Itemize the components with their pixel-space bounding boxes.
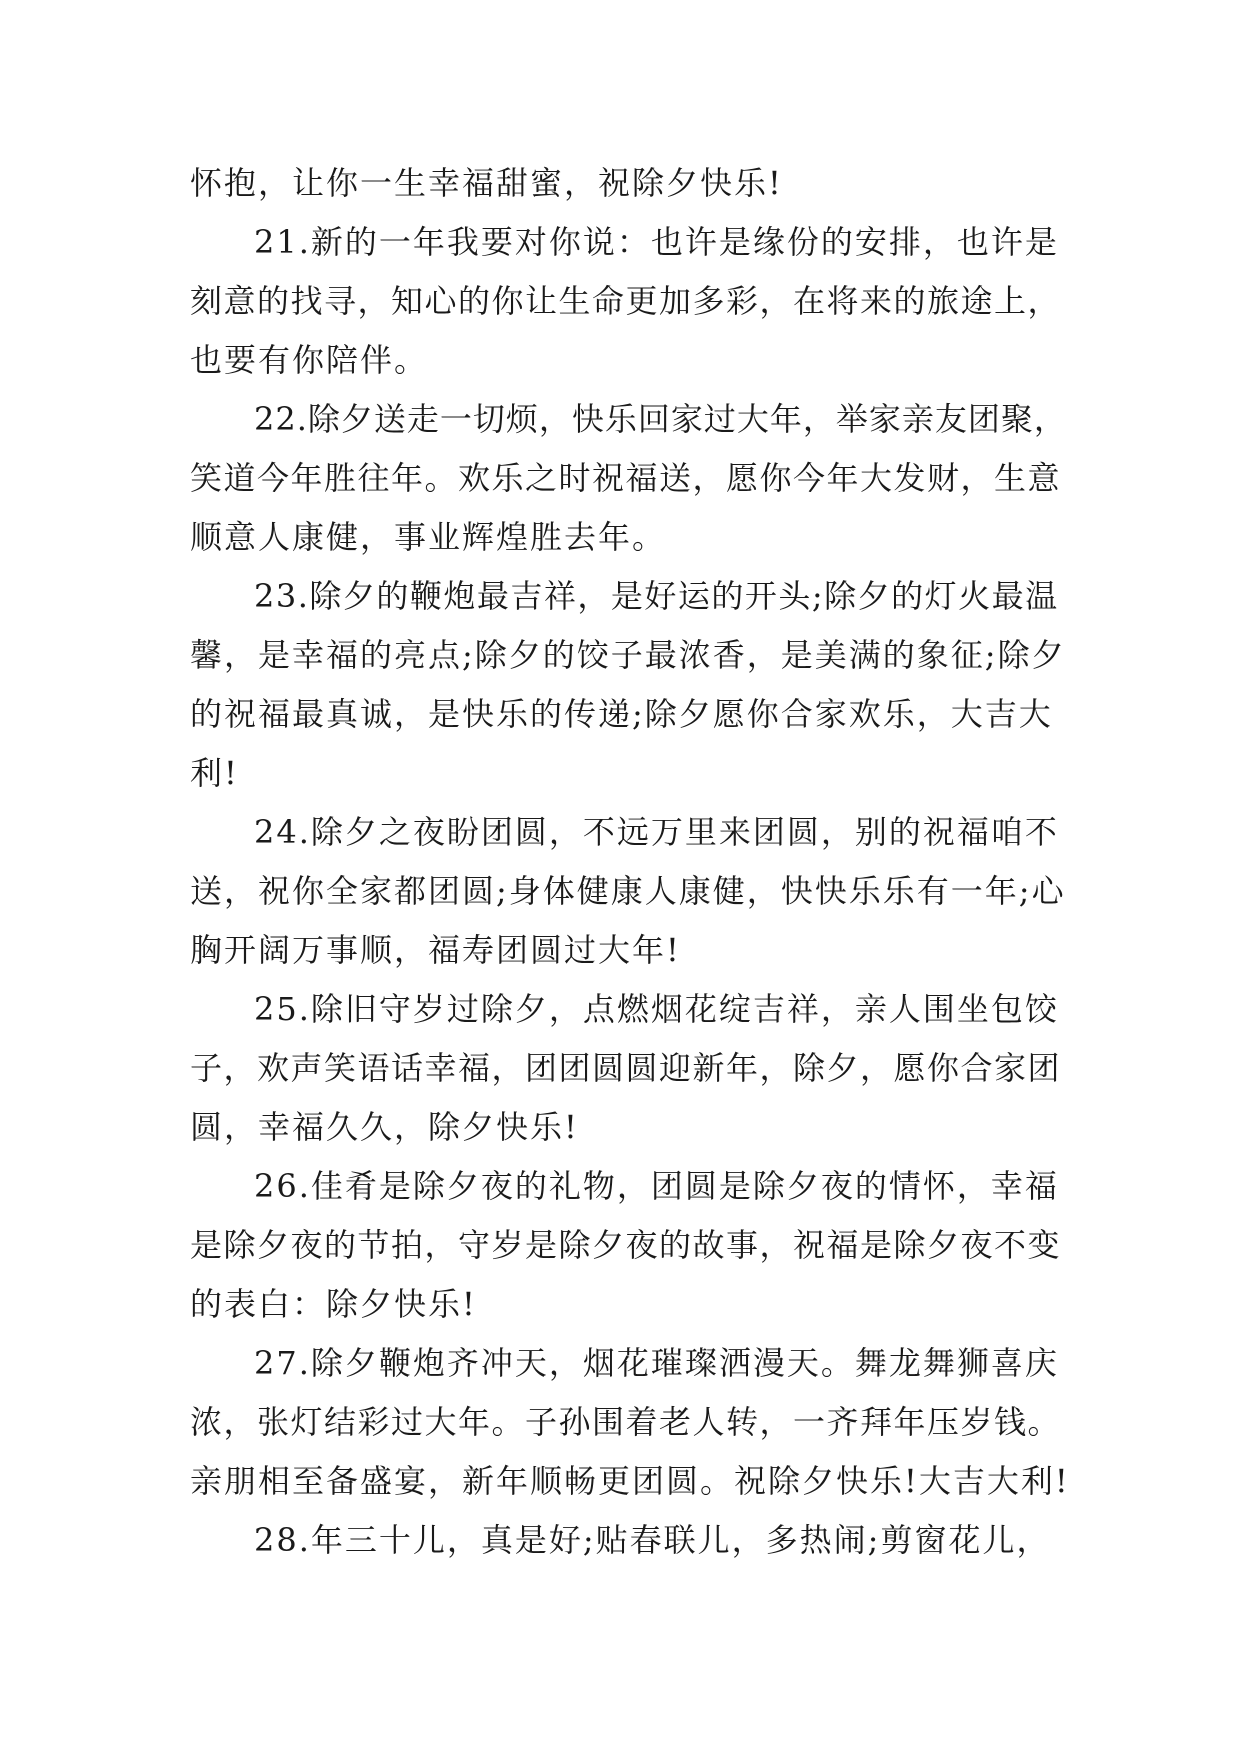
document-body <box>190 154 1070 1570</box>
text-line: 怀抱，让你一生幸福甜蜜，祝除夕快乐! <box>190 164 783 202</box>
text-line: 馨，是幸福的亮点;除夕的饺子最浓香，是美满的象征;除夕 <box>190 636 1066 674</box>
text-line: 亲朋相至备盛宴，新年顺畅更团圆。祝除夕快乐!大吉大利! <box>190 1462 1070 1500</box>
text-line: 的表白：除夕快乐! <box>190 1285 477 1323</box>
text-line: 25.除旧守岁过除夕，点燃烟花绽吉祥，亲人围坐包饺 <box>254 990 1059 1028</box>
text-line: 也要有你陪伴。 <box>190 341 429 379</box>
text-line: 笑道今年胜往年。欢乐之时祝福送，愿你今年大发财，生意 <box>190 459 1062 497</box>
text-line: 利! <box>190 754 239 792</box>
text-line: 24.除夕之夜盼团圆，不远万里来团圆，别的祝福咱不 <box>254 813 1059 851</box>
text-line: 圆，幸福久久，除夕快乐! <box>190 1108 579 1146</box>
text-line: 27.除夕鞭炮齐冲天，烟花璀璨洒漫天。舞龙舞狮喜庆 <box>254 1344 1059 1382</box>
text-line: 胸开阔万事顺，福寿团圆过大年! <box>190 931 681 969</box>
text-line: 浓，张灯结彩过大年。子孙围着老人转，一齐拜年压岁钱。 <box>190 1403 1062 1441</box>
text-line: 刻意的找寻，知心的你让生命更加多彩，在将来的旅途上， <box>190 282 1062 320</box>
text-line: 22.除夕送走一切烦，快乐回家过大年，举家亲友团聚， <box>254 400 1067 438</box>
text-line: 21.新的一年我要对你说：也许是缘份的安排，也许是 <box>254 223 1059 261</box>
text-line: 26.佳肴是除夕夜的礼物，团圆是除夕夜的情怀，幸福 <box>254 1167 1059 1205</box>
text-line: 23.除夕的鞭炮最吉祥，是好运的开头;除夕的灯火最温 <box>254 577 1059 615</box>
text-line: 子，欢声笑语话幸福，团团圆圆迎新年，除夕，愿你合家团 <box>190 1049 1062 1087</box>
text-line: 是除夕夜的节拍，守岁是除夕夜的故事，祝福是除夕夜不变 <box>190 1226 1062 1264</box>
text-line: 28.年三十儿，真是好;贴春联儿，多热闹;剪窗花儿， <box>254 1521 1051 1559</box>
text-line: 的祝福最真诚，是快乐的传递;除夕愿你合家欢乐，大吉大 <box>190 695 1053 733</box>
text-line: 送，祝你全家都团圆;身体健康人康健，快快乐乐有一年;心 <box>190 872 1066 910</box>
text-line: 顺意人康健，事业辉煌胜去年。 <box>190 518 667 556</box>
